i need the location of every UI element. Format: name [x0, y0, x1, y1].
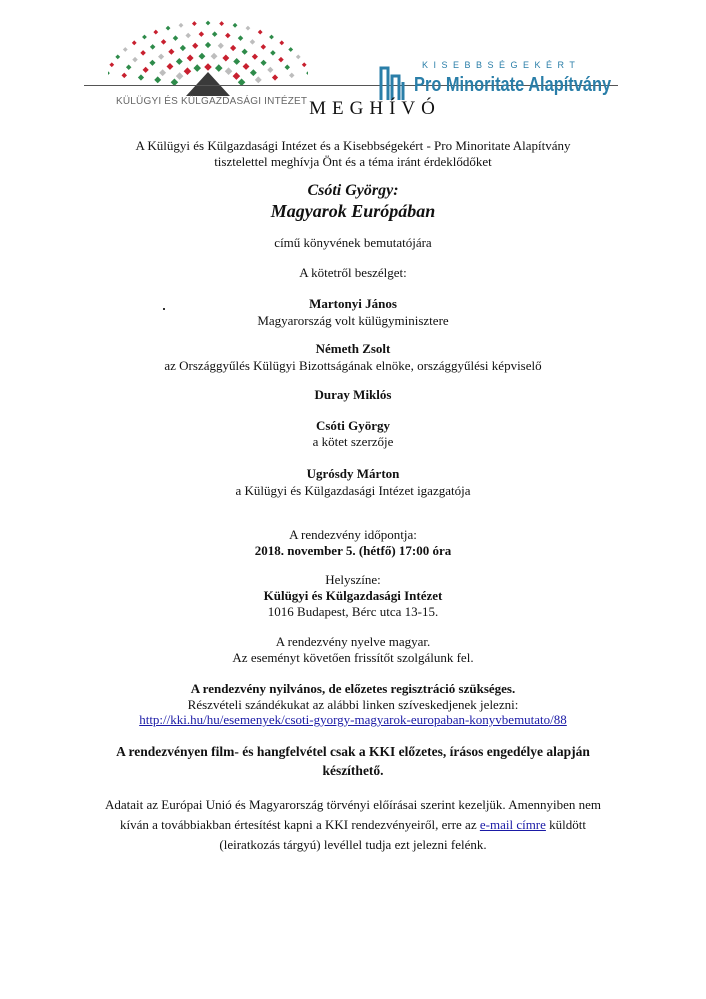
- book-subtitle: című könyvének bemutatójára: [274, 235, 432, 250]
- speaker-role: az Országgyűlés Külügyi Bizottságának elnöke, országgyűlési képviselő: [164, 358, 542, 373]
- logo-tile: [205, 42, 211, 48]
- logo-tile: [285, 64, 291, 70]
- registration-instruction: Részvételi szándékukat az alábbi linken szíveskedjenek jelezni:: [187, 697, 519, 712]
- logo-tile: [243, 63, 250, 70]
- intro-line-2: tisztelettel meghívja Önt és a téma iránt érdeklődőket: [214, 154, 492, 169]
- logo-tile: [252, 54, 258, 60]
- logo-tile: [150, 44, 156, 50]
- logo-tile: [166, 26, 171, 31]
- intro-line-1: A Külügyi és Külgazdasági Intézet és a Kisebbségekért - Pro Minoritate Alapítvány: [135, 138, 571, 153]
- event-refreshment: Az eseményt követően frissítőt szolgálunk fel.: [232, 650, 474, 665]
- logo-tile: [179, 23, 184, 28]
- logo-tile: [250, 39, 256, 45]
- logo-tile: [233, 72, 241, 80]
- logo-tile: [219, 21, 224, 26]
- event-time-label: A rendezvény időpontja:: [289, 527, 417, 542]
- logo-tile: [158, 54, 164, 60]
- pro-minoritate-logo: [378, 56, 628, 102]
- logo-tile: [260, 60, 266, 66]
- recording-notice-line-2: készíthető.: [322, 763, 384, 778]
- pro-minoritate-logo-mark: [378, 62, 410, 102]
- logo-tile: [154, 76, 161, 83]
- privacy-line-2: [80, 815, 626, 835]
- logo-tile: [289, 73, 295, 79]
- logo-tile: [180, 45, 186, 51]
- logo-tile: [246, 26, 251, 31]
- logo-tile: [142, 35, 147, 40]
- logo-tile: [159, 69, 166, 76]
- logo-tile: [288, 47, 293, 52]
- logo-tile: [123, 47, 128, 52]
- speaker-name: Duray Miklós: [314, 387, 392, 402]
- logo-tile: [211, 53, 218, 60]
- logo-tile: [173, 35, 179, 41]
- logo-tile: [230, 45, 236, 51]
- privacy-line-2-post: küldött: [545, 817, 587, 832]
- pro-minoritate-top-text: KISEBBSÉGEKÉRT: [422, 60, 581, 70]
- registration-notice: A rendezvény nyilvános, de előzetes regisztráció szükséges.: [190, 681, 516, 696]
- event-time-value: 2018. november 5. (hétfő) 17:00 óra: [254, 543, 452, 558]
- speaker-role: a kötet szerzője: [312, 434, 394, 449]
- kki-logo-mark: [108, 16, 308, 96]
- kki-logo-text: KÜLÜGYI ÉS KÜLGAZDASÁGI INTÉZET: [116, 96, 308, 107]
- logo-tile: [176, 72, 184, 80]
- privacy-line-1: Adatait az Európai Unió és Magyarország törvényi előírásai szerint kezeljük. Amennyiben nem: [105, 797, 601, 812]
- page-title: MEGHÍVÓ: [309, 98, 441, 119]
- logo-tile: [215, 64, 223, 72]
- privacy-line-2-pre: kíván a továbbiakban értesítést kapni a KKI rendezvényeiről, erre az: [119, 817, 480, 832]
- registration-link-line: [0, 712, 706, 728]
- logo-tile: [233, 23, 238, 28]
- speaker-name: Martonyi János: [309, 296, 397, 311]
- logo-tile: [126, 64, 132, 70]
- logo-tile: [167, 63, 174, 70]
- logo-tile: [184, 67, 192, 75]
- logo-tile: [143, 67, 149, 73]
- book-title: Magyarok Európában: [270, 201, 436, 221]
- event-language: A rendezvény nyelve magyar.: [275, 634, 431, 649]
- registration-link[interactable]: http://kki.hu/hu/esemenyek/csoti-gyorgy-magyarok-europaban-konyvbemutato/88: [139, 712, 567, 727]
- logo-tile: [270, 50, 276, 56]
- logo-tile: [233, 58, 240, 65]
- logo-tile: [269, 35, 274, 40]
- logo-tile: [218, 43, 224, 49]
- logo-tile: [238, 35, 244, 41]
- logo-tile: [225, 67, 233, 75]
- speaker-role: Magyarország volt külügyminisztere: [257, 313, 449, 328]
- speaker-name: Csóti György: [315, 418, 391, 433]
- logo-tile: [108, 71, 110, 76]
- email-link[interactable]: e-mail címre: [479, 817, 546, 832]
- logo-tile: [109, 62, 114, 67]
- logo-tile: [198, 53, 205, 60]
- logo-tile: [132, 40, 137, 45]
- logo-tile: [279, 40, 284, 45]
- logo-tile: [222, 55, 229, 62]
- logo-tile: [176, 58, 183, 65]
- logo-tile: [306, 71, 308, 76]
- logo-tile: [192, 21, 197, 26]
- logo-tile: [138, 74, 144, 80]
- pro-minoritate-main-text: Pro Minoritate Alapítvány: [414, 74, 612, 96]
- book-author: Csóti György:: [307, 182, 399, 199]
- logo-tile: [140, 50, 146, 56]
- discussion-label: A kötetről beszélget:: [299, 265, 407, 280]
- logo-tile: [121, 73, 127, 79]
- logo-tile: [250, 69, 257, 76]
- logo-tile: [204, 63, 212, 71]
- logo-tile: [192, 43, 198, 49]
- logo-tile: [261, 44, 267, 50]
- privacy-line-3: (leiratkozás tárgyú) levéllel tudja ezt jelezni felénk.: [219, 837, 487, 852]
- logo-tile: [193, 64, 201, 72]
- logo-tile: [206, 21, 211, 26]
- logo-tile: [149, 60, 155, 66]
- recording-notice-line-1: A rendezvényen film- és hangfelvétel csak a KKI előzetes, írásos engedélye alapján: [116, 744, 590, 759]
- logo-tile: [255, 76, 262, 83]
- logo-tile: [296, 54, 301, 59]
- kki-logo: [108, 16, 308, 110]
- logo-tile: [242, 49, 248, 55]
- logo-tile: [161, 39, 167, 45]
- logo-tile: [187, 55, 194, 62]
- logo-tile: [225, 33, 231, 39]
- logo-triangle: [186, 72, 230, 96]
- logo-tile: [258, 30, 263, 35]
- logo-tile: [278, 57, 284, 63]
- logo-tile: [115, 54, 120, 59]
- logo-tile: [302, 62, 307, 67]
- logo-tile: [185, 33, 191, 39]
- logo-tile: [199, 31, 205, 37]
- speaker-name: Ugrósdy Márton: [306, 466, 400, 481]
- event-place-address: 1016 Budapest, Bérc utca 13-15.: [267, 604, 439, 619]
- speaker-role: a Külügyi és Külgazdasági Intézet igazgatója: [235, 483, 471, 498]
- logo-tile: [153, 30, 158, 35]
- logo-tile: [132, 57, 138, 63]
- logo-tile: [168, 49, 174, 55]
- logo-tile: [267, 67, 273, 73]
- logo-tile: [212, 31, 218, 37]
- event-place-label: Helyszíne:: [325, 572, 381, 587]
- event-place-name: Külügyi és Külgazdasági Intézet: [263, 588, 443, 603]
- speaker-name: Németh Zsolt: [315, 341, 391, 356]
- logo-tile: [272, 74, 278, 80]
